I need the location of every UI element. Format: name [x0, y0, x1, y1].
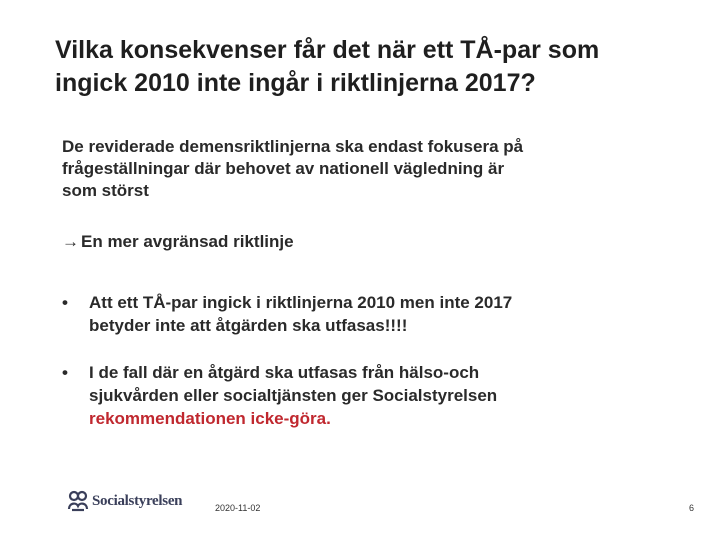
- socialstyrelsen-logo-icon: [66, 489, 90, 513]
- bullet-line: Att ett TÅ-par ingick i riktlinjerna 2010 men inte 2017: [89, 293, 513, 312]
- footer-date: 2020-11-02: [215, 503, 261, 513]
- conclusion-text: En mer avgränsad riktlinje: [81, 232, 294, 251]
- slide-title-line: ingick 2010 inte ingår i riktlinjerna 2017?: [55, 69, 536, 97]
- arrow-right-icon: →: [62, 232, 79, 251]
- bullet-text: [89, 291, 609, 337]
- bullet-text: [89, 361, 609, 430]
- bullet-line: betyder inte att åtgärden ska utfasas!!!!: [89, 316, 408, 335]
- bullet-line: sjukvården eller socialtjänsten ger Socialstyrelsen: [89, 386, 498, 405]
- socialstyrelsen-logo: [66, 488, 182, 514]
- intro-line: De reviderade demensriktlinjerna ska endast fokusera på: [62, 137, 524, 156]
- highlighted-recommendation: rekommendationen icke-göra.: [89, 409, 331, 428]
- logo-text: Socialstyrelsen: [92, 492, 183, 509]
- slide-title-line: Vilka konsekvenser får det när ett TÅ-par som: [55, 36, 600, 64]
- bullet-icon: •: [62, 363, 68, 382]
- intro-line: som störst: [62, 181, 149, 200]
- intro-line: frågeställningar där behovet av nationell vägledning är: [62, 159, 505, 178]
- bullet-icon: •: [62, 293, 68, 312]
- bullet-line: I de fall där en åtgärd ska utfasas från hälso-och: [89, 363, 480, 382]
- intro-paragraph: [62, 136, 622, 202]
- conclusion-line: [62, 231, 294, 253]
- page-number: 6: [689, 503, 695, 513]
- slide-title: [55, 34, 695, 100]
